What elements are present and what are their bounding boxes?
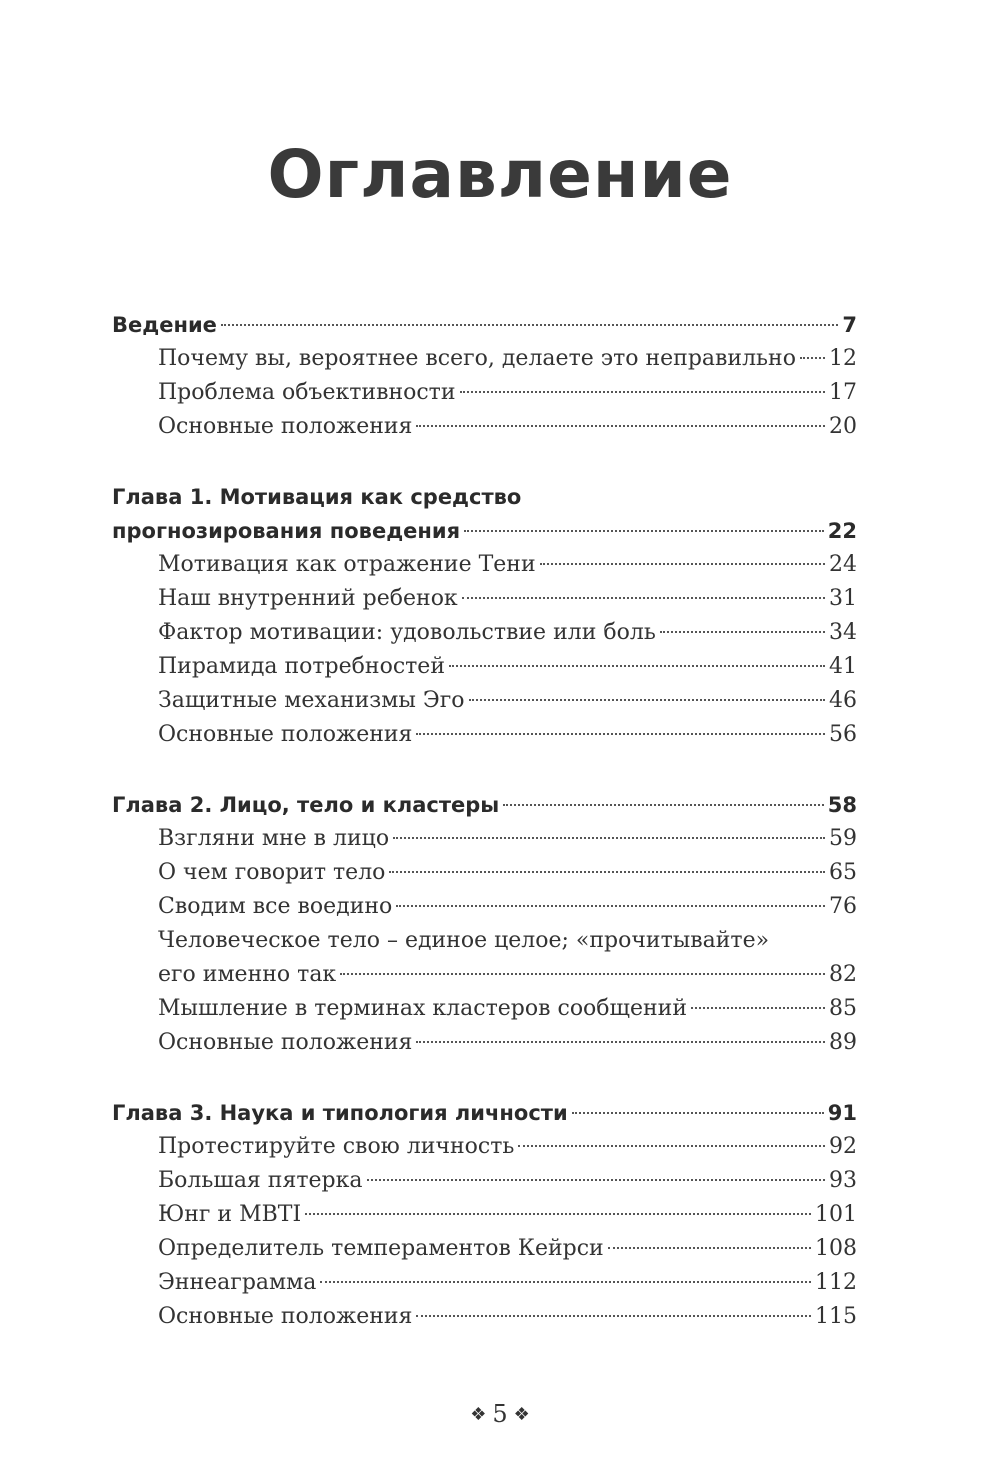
toc-entry-title: Глава 3. Наука и типология личности bbox=[112, 1101, 568, 1125]
toc-page-number: 85 bbox=[829, 996, 857, 1021]
dot-leader bbox=[660, 631, 825, 633]
toc-entry-title: Глава 2. Лицо, тело и кластеры bbox=[112, 793, 500, 817]
dot-leader bbox=[540, 563, 825, 565]
toc-entry-line bbox=[112, 924, 857, 958]
spacer bbox=[112, 444, 857, 480]
toc-page-number: 56 bbox=[829, 722, 857, 747]
toc-entry-title: Почему вы, вероятнее всего, делаете это неправильно bbox=[158, 346, 796, 371]
toc-entry-title: Пирамида потребностей bbox=[158, 654, 445, 679]
toc-entry[interactable] bbox=[112, 616, 857, 650]
toc-entry-title: прогнозирования поведения bbox=[112, 519, 461, 543]
dot-leader bbox=[691, 1007, 825, 1009]
ornament-icon: ❖ bbox=[513, 1404, 530, 1425]
toc-entry[interactable] bbox=[112, 992, 857, 1026]
dot-leader bbox=[464, 530, 824, 532]
toc-page-number: 59 bbox=[829, 826, 857, 851]
dot-leader bbox=[320, 1281, 811, 1283]
toc-entry[interactable] bbox=[112, 342, 857, 376]
toc-page-number: 34 bbox=[829, 620, 857, 645]
toc-page-number: 101 bbox=[815, 1202, 857, 1227]
toc-entry-title: Проблема объективности bbox=[158, 380, 456, 405]
dot-leader bbox=[462, 597, 825, 599]
toc-entry[interactable] bbox=[112, 890, 857, 924]
toc-entry[interactable] bbox=[112, 822, 857, 856]
toc-entry-title: Человеческое тело – единое целое; «прочитывайте» bbox=[158, 928, 770, 953]
toc-entry-title: Глава 1. Мотивация как средство bbox=[112, 485, 522, 509]
toc-entry-title: Основные положения bbox=[158, 1304, 413, 1329]
toc-page-number: 22 bbox=[827, 519, 857, 543]
toc-page-number: 93 bbox=[829, 1168, 857, 1193]
dot-leader bbox=[416, 1315, 811, 1317]
toc-entry[interactable] bbox=[112, 684, 857, 718]
toc-entry-title: Защитные механизмы Эго bbox=[158, 688, 465, 713]
page-title: Оглавление bbox=[267, 136, 733, 213]
dot-leader bbox=[469, 699, 826, 701]
toc-entry-title: Ведение bbox=[112, 313, 217, 337]
toc-page-number: 82 bbox=[829, 962, 857, 987]
dot-leader bbox=[608, 1247, 811, 1249]
toc-entry-title: Основные положения bbox=[158, 722, 413, 747]
toc-entry[interactable] bbox=[112, 548, 857, 582]
toc-entry[interactable] bbox=[112, 1300, 857, 1334]
toc-page-number: 20 bbox=[829, 414, 857, 439]
toc-page-number: 92 bbox=[829, 1134, 857, 1159]
toc-page-number: 7 bbox=[842, 313, 857, 337]
dot-leader bbox=[389, 871, 825, 873]
toc-entry-intro[interactable] bbox=[112, 308, 857, 342]
toc-page-number: 41 bbox=[829, 654, 857, 679]
toc-page-number: 112 bbox=[815, 1270, 857, 1295]
dot-leader bbox=[367, 1179, 826, 1181]
toc-entry-title: Сводим все воедино bbox=[158, 894, 393, 919]
toc-entry[interactable] bbox=[112, 856, 857, 890]
toc-page-number: 46 bbox=[829, 688, 857, 713]
toc-page-number: 89 bbox=[829, 1030, 857, 1055]
toc-entry-title: Наш внутренний ребенок bbox=[158, 586, 458, 611]
toc-entry[interactable] bbox=[112, 410, 857, 444]
dot-leader bbox=[572, 1112, 824, 1114]
spacer bbox=[112, 752, 857, 788]
toc-entry[interactable] bbox=[112, 958, 857, 992]
dot-leader bbox=[800, 357, 825, 359]
toc-page-number: 91 bbox=[827, 1101, 857, 1125]
dot-leader bbox=[518, 1145, 825, 1147]
toc-entry[interactable] bbox=[112, 376, 857, 410]
toc-page-number: 17 bbox=[829, 380, 857, 405]
toc-page-number: 115 bbox=[815, 1304, 857, 1329]
toc-chapter-heading-line bbox=[112, 480, 857, 514]
table-of-contents bbox=[112, 308, 857, 1334]
toc-entry[interactable] bbox=[112, 650, 857, 684]
dot-leader bbox=[396, 905, 825, 907]
toc-page-number: 65 bbox=[829, 860, 857, 885]
toc-entry[interactable] bbox=[112, 718, 857, 752]
toc-entry-title: Определитель темпераментов Кейрси bbox=[158, 1236, 604, 1261]
dot-leader bbox=[416, 1041, 825, 1043]
toc-page-number: 58 bbox=[827, 793, 857, 817]
toc-entry-chapter-3[interactable] bbox=[112, 1096, 857, 1130]
toc-page-number: 12 bbox=[829, 346, 857, 371]
dot-leader bbox=[416, 733, 825, 735]
toc-entry-title: его именно так bbox=[158, 962, 337, 987]
dot-leader bbox=[221, 324, 838, 326]
toc-entry[interactable] bbox=[112, 582, 857, 616]
toc-page-number: 108 bbox=[815, 1236, 857, 1261]
dot-leader bbox=[305, 1213, 811, 1215]
page-footer bbox=[0, 1400, 1000, 1428]
toc-entry-title: Мотивация как отражение Тени bbox=[158, 552, 536, 577]
dot-leader bbox=[393, 837, 825, 839]
toc-entry[interactable] bbox=[112, 1130, 857, 1164]
toc-entry[interactable] bbox=[112, 1266, 857, 1300]
toc-entry-title: Эннеаграмма bbox=[158, 1270, 317, 1295]
toc-entry-chapter-2[interactable] bbox=[112, 788, 857, 822]
spacer bbox=[112, 1060, 857, 1096]
toc-entry-title: Юнг и MBTI bbox=[158, 1202, 302, 1227]
toc-entry-title: Фактор мотивации: удовольствие или боль bbox=[158, 620, 656, 645]
toc-entry-title: Взгляни мне в лицо bbox=[158, 826, 390, 851]
toc-entry-title: Протестируйте свою личность bbox=[158, 1134, 515, 1159]
page-number: 5 bbox=[492, 1400, 508, 1428]
toc-entry[interactable] bbox=[112, 1026, 857, 1060]
dot-leader bbox=[460, 391, 825, 393]
toc-page-number: 76 bbox=[829, 894, 857, 919]
toc-entry-title: О чем говорит тело bbox=[158, 860, 386, 885]
toc-entry-title: Основные положения bbox=[158, 414, 413, 439]
toc-entry-title: Основные положения bbox=[158, 1030, 413, 1055]
toc-entry[interactable] bbox=[112, 1232, 857, 1266]
dot-leader bbox=[416, 425, 825, 427]
dot-leader bbox=[340, 973, 825, 975]
toc-entry-title: Мышление в терминах кластеров сообщений bbox=[158, 996, 688, 1021]
toc-entry[interactable] bbox=[112, 1164, 857, 1198]
dot-leader bbox=[503, 804, 823, 806]
toc-entry[interactable] bbox=[112, 1198, 857, 1232]
toc-entry-chapter-1[interactable] bbox=[112, 514, 857, 548]
toc-entry-title: Большая пятерка bbox=[158, 1168, 363, 1193]
toc-page-number: 31 bbox=[829, 586, 857, 611]
toc-page-number: 24 bbox=[829, 552, 857, 577]
dot-leader bbox=[449, 665, 825, 667]
ornament-icon: ❖ bbox=[470, 1404, 487, 1425]
